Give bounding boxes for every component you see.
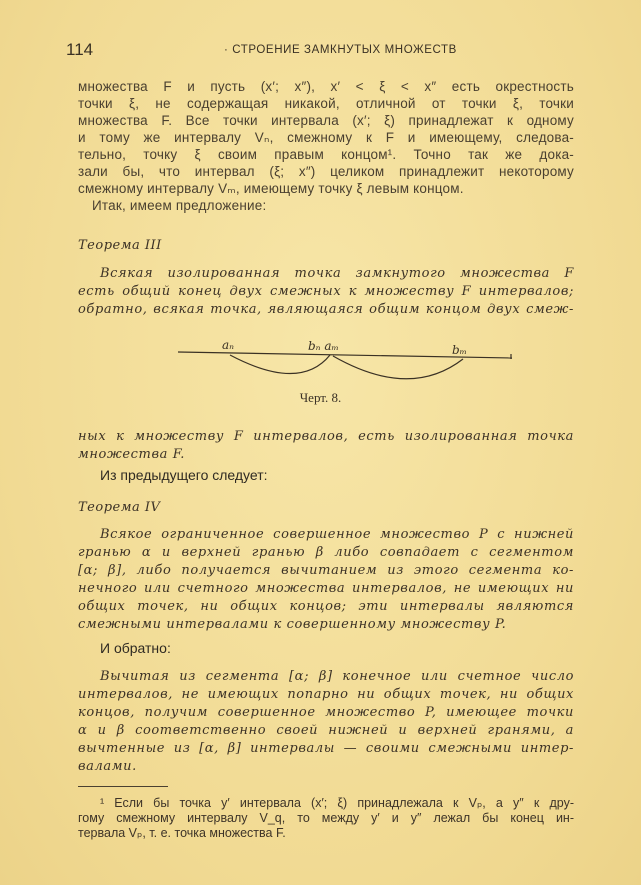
text-line: концов, получим совершенное множество P, имеющее точки (78, 705, 574, 720)
text-line: точки ξ, не содержащая никакой, отличной от точки ξ, точки (78, 96, 574, 111)
transition-line: Из предыдущего следует: (100, 467, 268, 483)
text-line: валами. (78, 759, 137, 774)
text-line: α и β соответственно своей нижней и верхней гранями, а (78, 723, 574, 738)
footnote-divider (78, 786, 168, 787)
theorem-3-title: Теорема III (78, 238, 162, 253)
footnote-line: тервала Vₚ, т. е. точка множества F. (78, 826, 286, 840)
text-line: есть общий конец двух смежных к множеству F интервалов; (78, 284, 574, 299)
figure-caption: Черт. 8. (299, 390, 342, 405)
text-line: множества F. (78, 447, 186, 462)
label-b-n-a-m: bₙ aₘ (308, 339, 339, 353)
theorem-4-title: Теорема IV (78, 500, 161, 515)
conclusion-line: Итак, имеем предложение: (92, 198, 267, 213)
page-number: 114 (66, 40, 94, 59)
text-line: [α; β], либо получается вычитанием из этого сегмента ко- (78, 563, 574, 578)
text-line: обратно, всякая точка, являющаяся общим концом двух смеж- (78, 302, 574, 317)
footnote-line: ¹ Если бы точка y′ интервала (x′; ξ) принадлежала к Vₚ, а y″ к дру- (100, 796, 574, 810)
text-line: смежному интервалу Vₘ, имеющему точку ξ левым концом. (78, 181, 464, 196)
text-line: и тому же интервалу Vₙ, смежному к F и имеющему, следова- (78, 130, 574, 145)
text-line: множества F. Все точки интервала (x′; ξ) принадлежат к одному (78, 113, 574, 128)
text-line: Всякая изолированная точка замкнутого множества F (100, 266, 574, 281)
converse-intro: И обратно: (100, 640, 171, 656)
label-b-m: bₘ (452, 343, 468, 357)
text-line: гранью α и верхней гранью β либо совпадает с сегментом (78, 545, 574, 560)
text-line: множества F и пусть (x′; x″), x′ < ξ < x″ есть окрестность (78, 79, 574, 94)
footnote-line: гому смежному интервалу V_q, то между y′ и y″ лежал бы конец ин- (78, 811, 574, 825)
text-line: нечного или счетного множества интервалов, не имеющих ни (78, 581, 574, 596)
running-head: · СТРОЕНИЕ ЗАМКНУТЫХ МНОЖЕСТВ (224, 44, 457, 56)
text-line: тельно, точку ξ своим правым концом¹. Точно так же дока- (78, 147, 574, 162)
text-line: Всякое ограниченное совершенное множество P с нижней (100, 527, 574, 542)
text-line: Вычитая из сегмента [α; β] конечное или счетное число (100, 669, 574, 684)
text-line: смежными интервалами к совершенному множеству P. (78, 617, 507, 632)
text-line: общих точек, ни общих концов; эти интервалы являются (78, 599, 574, 614)
text-line: интервалов, не имеющих попарно ни общих точек, ни общих (78, 687, 574, 702)
interval-arc-n (230, 355, 330, 374)
text-line: ных к множеству F интервалов, есть изолированная точка (78, 429, 574, 444)
text-line: зали бы, что интервал (ξ; x″) целиком принадлежит некоторому (78, 164, 574, 179)
interval-arc-m (333, 356, 463, 379)
label-a-n: aₙ (222, 338, 235, 352)
text-line: вычтенные из [α, β] интервалы — своими смежными интер- (78, 741, 574, 756)
